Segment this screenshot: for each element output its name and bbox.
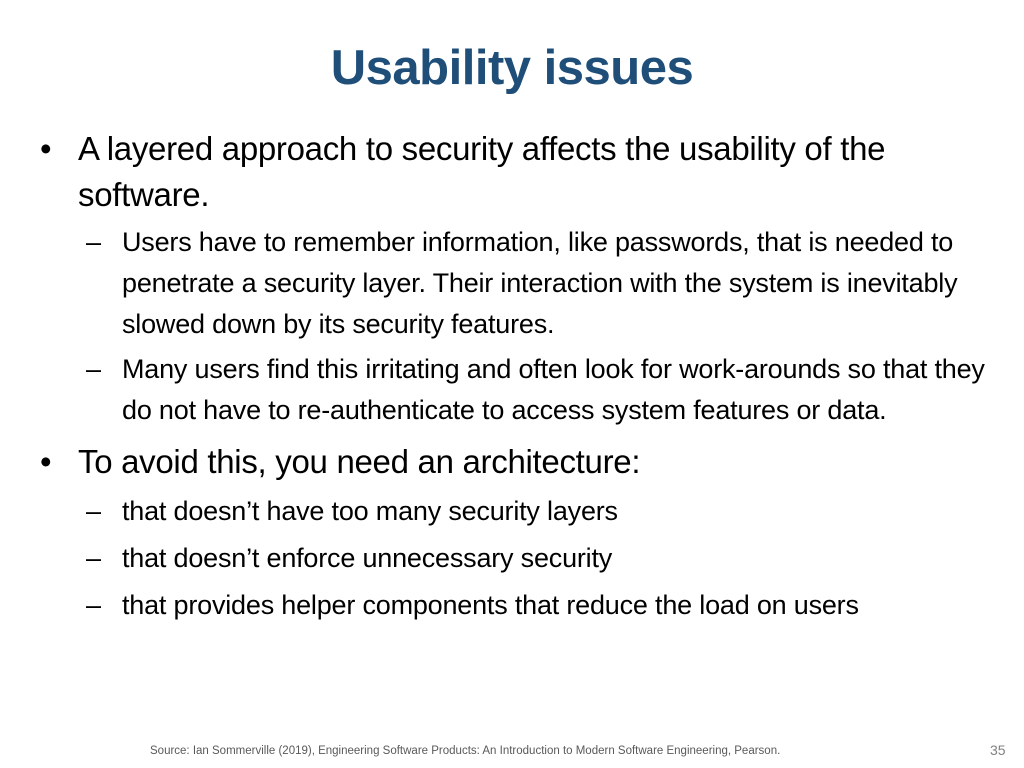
sub-bullet-item (40, 538, 1000, 579)
sub-bullet-text: Many users find this irritating and often look for work-arounds so that they do not have to re-authenticate to access system features or data. (122, 354, 985, 425)
bullet-text: To avoid this, you need an architecture: (78, 443, 641, 480)
sub-bullet-text: Users have to remember information, like passwords, that is needed to penetrate a security layer. Their interaction with the system is inevitably slowed down by its security features. (122, 227, 958, 339)
slide-number: 35 (990, 742, 1006, 758)
bullet-text: A layered approach to security affects the usability of the software. (78, 130, 886, 213)
bullet-item (40, 126, 1000, 218)
sub-bullet-item (40, 491, 1000, 532)
sub-bullet-text: that doesn’t enforce unnecessary security (122, 543, 613, 573)
bullet-marker: • (40, 130, 52, 167)
sub-bullet-marker: – (86, 354, 101, 384)
sub-bullet-marker: – (86, 590, 101, 620)
slide-content (40, 126, 1000, 626)
sub-bullet-text: that doesn’t have too many security layers (122, 496, 618, 526)
slide-title: Usability issues (330, 41, 694, 95)
sub-bullet-item (40, 349, 1000, 431)
sub-bullet-marker: – (86, 543, 101, 573)
sub-bullet-item (40, 222, 1000, 345)
sub-bullet-marker: – (86, 496, 101, 526)
source-citation: Source: Ian Sommerville (2019), Engineering Software Products: An Introduction to Modern Software Engineering, Pearson. (150, 745, 781, 757)
bullet-item (40, 439, 1000, 485)
sub-bullet-marker: – (86, 227, 101, 257)
sub-bullet-item (40, 585, 1000, 626)
bullet-marker: • (40, 443, 52, 480)
sub-bullet-text: that provides helper components that reduce the load on users (122, 590, 859, 620)
